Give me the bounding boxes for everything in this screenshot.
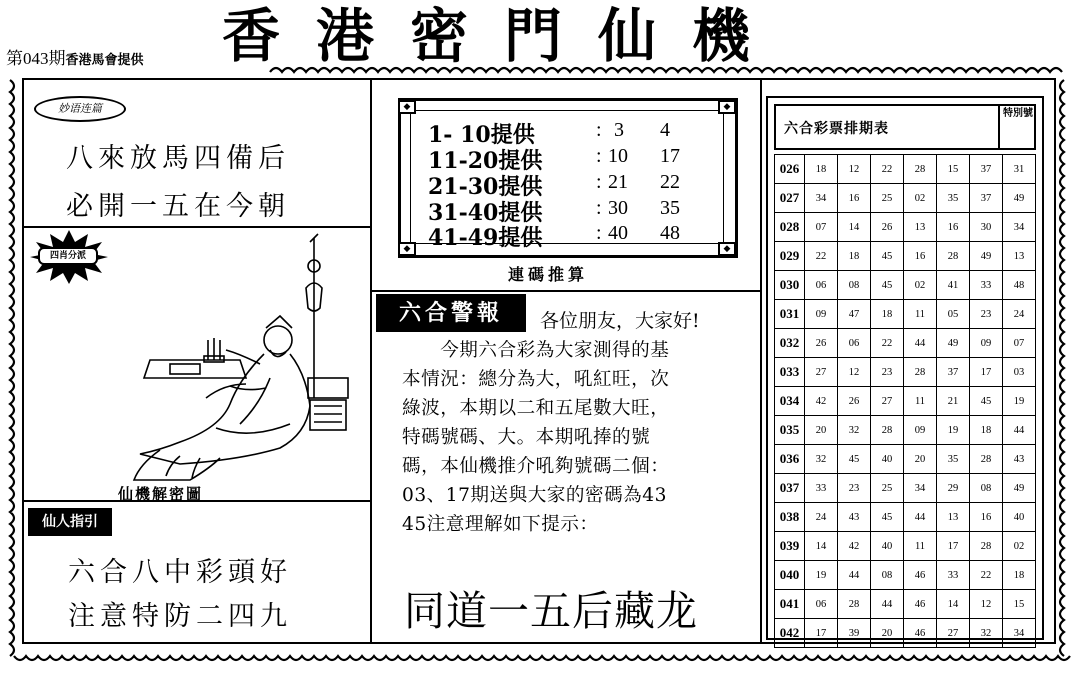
table-row <box>775 300 1036 329</box>
number-cell: 11 <box>904 387 937 416</box>
number-cell: 28 <box>838 590 871 619</box>
issue-cell: 036 <box>775 445 805 474</box>
issue-cell: 032 <box>775 329 805 358</box>
number-cell: 40 <box>871 445 904 474</box>
number-cell: 11 <box>904 532 937 561</box>
number-cell: 09 <box>970 329 1003 358</box>
divider-warning <box>372 290 760 292</box>
draw-table <box>774 154 1036 648</box>
warning-line: 本情況：總分為大，吼紅旺，次 <box>402 369 670 390</box>
issue-cell: 031 <box>775 300 805 329</box>
range-colon: : <box>596 197 602 219</box>
issue-cell: 026 <box>775 155 805 184</box>
number-cell: 46 <box>904 590 937 619</box>
number-cell: 17 <box>937 532 970 561</box>
number-cell: 28 <box>904 155 937 184</box>
number-cell: 44 <box>838 561 871 590</box>
number-cell: 29 <box>937 474 970 503</box>
page-title: 香港密門仙機 <box>222 2 787 70</box>
warning-line: 碼，本仙機推介吼夠號碼二個： <box>402 456 670 477</box>
number-cell: 46 <box>904 619 937 648</box>
issue-cell: 040 <box>775 561 805 590</box>
number-cell: 46 <box>904 561 937 590</box>
table-row <box>775 213 1036 242</box>
range-value-b: 22 <box>660 171 680 193</box>
number-cell: 37 <box>937 358 970 387</box>
range-value-b: 17 <box>660 145 680 167</box>
number-cell: 16 <box>937 213 970 242</box>
number-cell: 18 <box>805 155 838 184</box>
special-number-cell: 40 <box>1003 503 1036 532</box>
number-cell: 28 <box>970 532 1003 561</box>
number-cell: 35 <box>937 445 970 474</box>
number-cell: 19 <box>937 416 970 445</box>
number-cell: 42 <box>838 532 871 561</box>
issue-cell: 035 <box>775 416 805 445</box>
special-number-cell: 07 <box>1003 329 1036 358</box>
range-value-a: 30 <box>608 197 628 219</box>
range-label: 31-40提供 <box>428 200 543 226</box>
special-number-label: 特別號 <box>998 104 1036 150</box>
number-cell: 16 <box>838 184 871 213</box>
issue-cell: 042 <box>775 619 805 648</box>
guide-line-2: 注意特防二四九 <box>68 601 292 632</box>
number-cell: 14 <box>805 532 838 561</box>
issue-cell: 041 <box>775 590 805 619</box>
number-cell: 45 <box>970 387 1003 416</box>
issue-cell: 039 <box>775 532 805 561</box>
number-cell: 21 <box>937 387 970 416</box>
warning-greeting: 各位朋友，大家好! <box>540 310 700 332</box>
number-cell: 07 <box>805 213 838 242</box>
special-number-cell: 44 <box>1003 416 1036 445</box>
number-cell: 33 <box>970 271 1003 300</box>
issue-cell: 029 <box>775 242 805 271</box>
number-cell: 06 <box>805 271 838 300</box>
number-cell: 17 <box>970 358 1003 387</box>
number-cell: 15 <box>937 155 970 184</box>
warning-line: 今期六合彩為大家測得的基 <box>402 340 670 361</box>
number-cell: 26 <box>805 329 838 358</box>
table-row <box>775 358 1036 387</box>
issue-number <box>6 44 144 69</box>
special-number-cell: 15 <box>1003 590 1036 619</box>
number-cell: 34 <box>904 474 937 503</box>
number-cell: 08 <box>871 561 904 590</box>
number-cell: 32 <box>970 619 1003 648</box>
number-cell: 12 <box>838 358 871 387</box>
number-cell: 13 <box>937 503 970 532</box>
number-cell: 20 <box>871 619 904 648</box>
number-cell: 43 <box>838 503 871 532</box>
special-number-cell: 13 <box>1003 242 1036 271</box>
number-cell: 32 <box>838 416 871 445</box>
special-number-cell: 34 <box>1003 213 1036 242</box>
special-number-cell: 48 <box>1003 271 1036 300</box>
warning-line: 特碼號碼、大。本期吼捧的號 <box>402 427 651 448</box>
range-value-a: 21 <box>608 171 628 193</box>
number-cell: 45 <box>871 503 904 532</box>
warning-line: 03、17期送與大家的密碼為43 <box>402 485 667 506</box>
number-cell: 37 <box>970 155 1003 184</box>
number-cell: 09 <box>904 416 937 445</box>
range-value-b: 4 <box>660 119 670 141</box>
table-row <box>775 561 1036 590</box>
number-cell: 27 <box>871 387 904 416</box>
range-value-b: 48 <box>660 222 680 244</box>
number-cell: 12 <box>838 155 871 184</box>
number-cell: 20 <box>805 416 838 445</box>
number-cell: 19 <box>805 561 838 590</box>
table-row <box>775 242 1036 271</box>
range-label: 21-30提供 <box>428 174 543 200</box>
range-label: 41-49提供 <box>428 225 543 251</box>
number-cell: 32 <box>805 445 838 474</box>
range-value-a: 40 <box>608 222 628 244</box>
number-cell: 47 <box>838 300 871 329</box>
number-cell: 39 <box>838 619 871 648</box>
issue-cell: 033 <box>775 358 805 387</box>
number-cell: 27 <box>805 358 838 387</box>
ranges-caption: 連碼推算 <box>508 265 589 284</box>
issue-cell: 037 <box>775 474 805 503</box>
special-number-cell: 18 <box>1003 561 1036 590</box>
warning-label: 六合警報 <box>376 294 526 332</box>
number-cell: 44 <box>871 590 904 619</box>
number-cell: 08 <box>970 474 1003 503</box>
number-cell: 42 <box>805 387 838 416</box>
number-cell: 18 <box>838 242 871 271</box>
special-number-cell: 19 <box>1003 387 1036 416</box>
number-cell: 18 <box>871 300 904 329</box>
number-cell: 40 <box>871 532 904 561</box>
special-number-cell: 34 <box>1003 619 1036 648</box>
number-cell: 25 <box>871 474 904 503</box>
number-cell: 28 <box>871 416 904 445</box>
table-row <box>775 503 1036 532</box>
table-row <box>775 619 1036 648</box>
range-colon: : <box>596 171 602 193</box>
draw-table-title: 六合彩票排期表 <box>784 121 889 137</box>
warning-line: 45注意理解如下提示： <box>402 514 599 535</box>
number-cell: 45 <box>871 271 904 300</box>
number-cell: 44 <box>904 329 937 358</box>
table-row <box>775 155 1036 184</box>
number-cell: 02 <box>904 271 937 300</box>
number-cell: 22 <box>805 242 838 271</box>
divider-left <box>370 80 372 642</box>
issue-cell: 030 <box>775 271 805 300</box>
burst-label: 四肖分派 <box>38 247 98 265</box>
number-cell: 45 <box>871 242 904 271</box>
table-row <box>775 184 1036 213</box>
number-cell: 41 <box>937 271 970 300</box>
range-value-b: 35 <box>660 197 680 219</box>
table-row <box>775 271 1036 300</box>
poem-line-2: 必開一五在今朝 <box>66 191 290 222</box>
number-cell: 35 <box>937 184 970 213</box>
range-colon: : <box>596 145 602 167</box>
special-number-cell: 49 <box>1003 474 1036 503</box>
number-cell: 44 <box>904 503 937 532</box>
number-cell: 27 <box>937 619 970 648</box>
special-number-cell: 31 <box>1003 155 1036 184</box>
number-cell: 28 <box>937 242 970 271</box>
range-colon: : <box>596 222 602 244</box>
number-cell: 18 <box>970 416 1003 445</box>
number-cell: 09 <box>805 300 838 329</box>
number-cell: 24 <box>805 503 838 532</box>
number-cell: 12 <box>970 590 1003 619</box>
table-row <box>775 387 1036 416</box>
number-cell: 45 <box>838 445 871 474</box>
number-cell: 30 <box>970 213 1003 242</box>
issue-cell: 034 <box>775 387 805 416</box>
range-value-a: 10 <box>608 145 628 167</box>
corner-ornament: ◆ <box>718 242 736 256</box>
number-cell: 26 <box>871 213 904 242</box>
divider-right <box>760 80 762 642</box>
number-cell: 37 <box>970 184 1003 213</box>
number-cell: 23 <box>970 300 1003 329</box>
number-cell: 22 <box>970 561 1003 590</box>
table-row <box>775 416 1036 445</box>
number-cell: 26 <box>838 387 871 416</box>
number-cell: 33 <box>805 474 838 503</box>
issue-cell: 038 <box>775 503 805 532</box>
number-cell: 23 <box>871 358 904 387</box>
range-label: 11-20提供 <box>428 148 543 174</box>
number-cell: 08 <box>838 271 871 300</box>
range-value-a: 3 <box>614 119 624 141</box>
number-cell: 28 <box>970 445 1003 474</box>
special-number-cell: 43 <box>1003 445 1036 474</box>
number-cell: 49 <box>970 242 1003 271</box>
corner-ornament: ◆ <box>398 100 416 114</box>
number-cell: 23 <box>838 474 871 503</box>
number-cell: 22 <box>871 329 904 358</box>
table-row <box>775 445 1036 474</box>
table-row <box>775 590 1036 619</box>
poem-line-1: 八來放馬四備后 <box>66 143 290 174</box>
sage-illustration <box>120 228 370 486</box>
number-cell: 17 <box>805 619 838 648</box>
table-row <box>775 474 1036 503</box>
issue-cell: 027 <box>775 184 805 213</box>
slogan: 同道一五后藏龙 <box>404 587 698 635</box>
number-cell: 13 <box>904 213 937 242</box>
number-cell: 22 <box>871 155 904 184</box>
guide-line-1: 六合八中彩頭好 <box>68 557 292 588</box>
warning-line: 綠波，本期以二和五尾數大旺， <box>402 398 670 419</box>
number-cell: 11 <box>904 300 937 329</box>
special-number-cell: 24 <box>1003 300 1036 329</box>
corner-ornament: ◆ <box>718 100 736 114</box>
illustration-caption: 仙機解密圖 <box>118 485 204 503</box>
range-colon: : <box>596 119 602 141</box>
special-number-cell: 02 <box>1003 532 1036 561</box>
number-cell: 28 <box>904 358 937 387</box>
number-cell: 20 <box>904 445 937 474</box>
issue-label: 第043期 <box>6 49 66 68</box>
table-row <box>775 532 1036 561</box>
table-row <box>775 329 1036 358</box>
number-cell: 49 <box>937 329 970 358</box>
number-cell: 25 <box>871 184 904 213</box>
publisher-label: 香港馬會提供 <box>65 53 144 68</box>
number-cell: 05 <box>937 300 970 329</box>
number-cell: 34 <box>805 184 838 213</box>
number-cell: 16 <box>904 242 937 271</box>
number-cell: 14 <box>937 590 970 619</box>
number-cell: 06 <box>805 590 838 619</box>
corner-ornament: ◆ <box>398 242 416 256</box>
number-cell: 02 <box>904 184 937 213</box>
immortal-guide-label: 仙人指引 <box>28 508 112 536</box>
number-cell: 16 <box>970 503 1003 532</box>
tip-badge: 妙语连篇 <box>34 96 126 122</box>
number-cell: 06 <box>838 329 871 358</box>
number-cell: 14 <box>838 213 871 242</box>
range-label: 1- 10提供 <box>428 122 535 148</box>
issue-cell: 028 <box>775 213 805 242</box>
special-number-cell: 03 <box>1003 358 1036 387</box>
special-number-cell: 49 <box>1003 184 1036 213</box>
number-cell: 33 <box>937 561 970 590</box>
